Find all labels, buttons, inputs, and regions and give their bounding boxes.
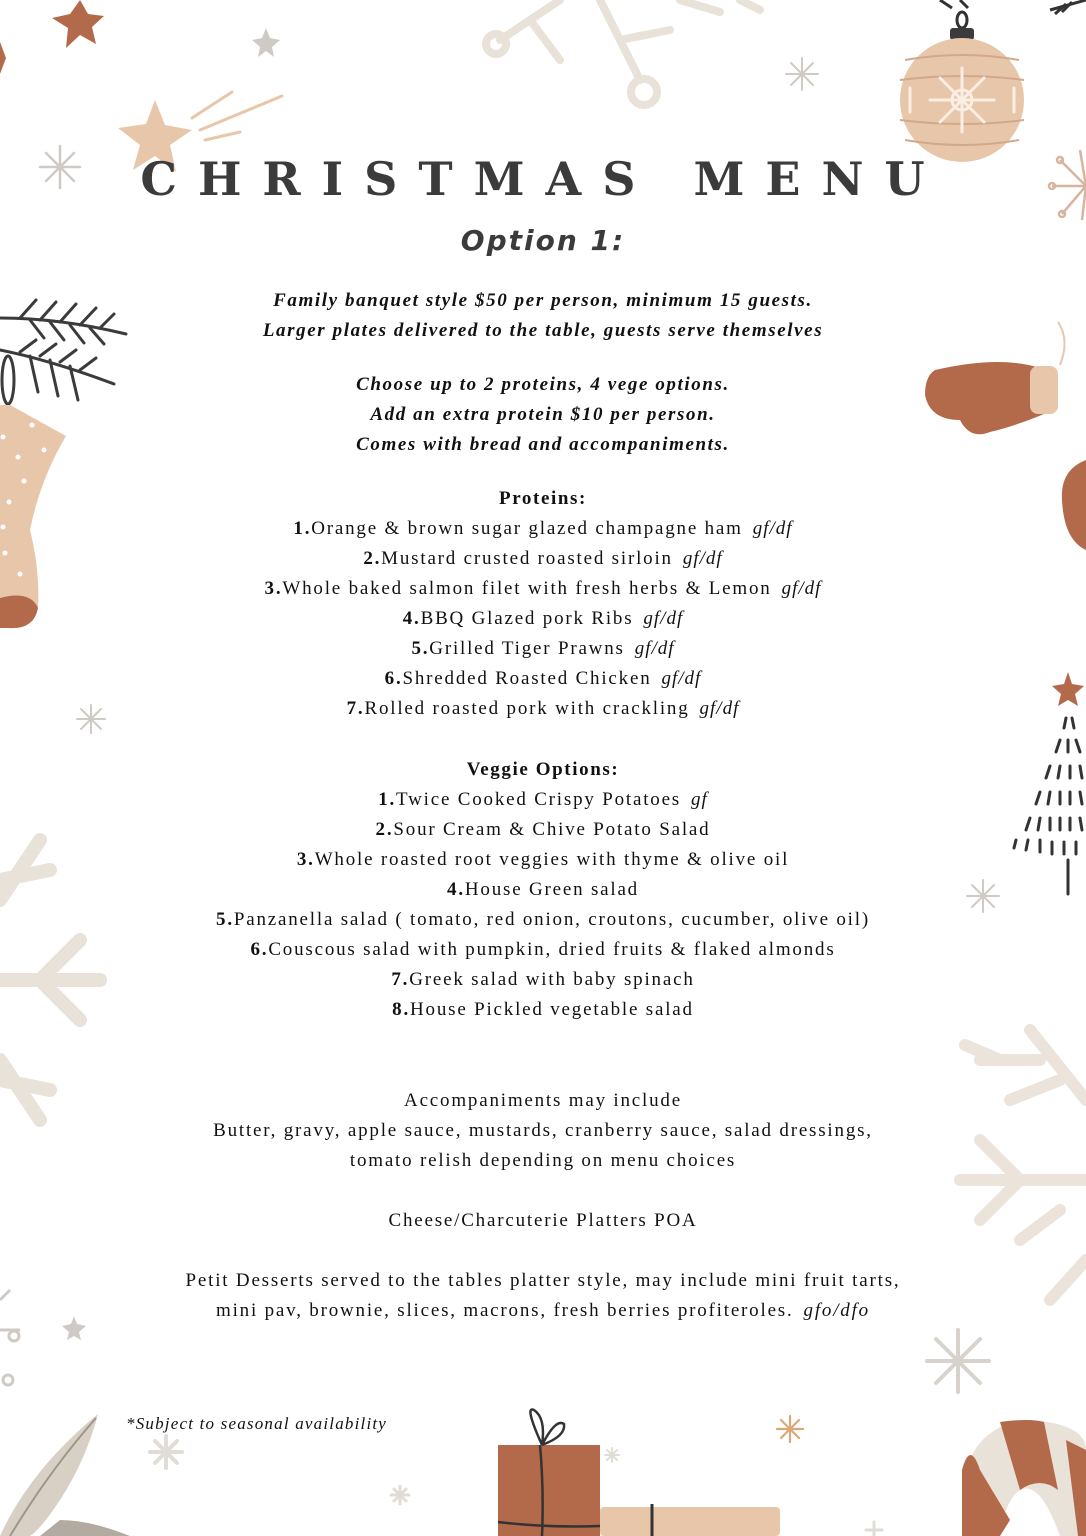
section-heading: Proteins:	[499, 488, 587, 509]
dietary-tag: gfo/dfo	[803, 1300, 870, 1321]
intro-line: Comes with bread and accompaniments.	[356, 434, 730, 455]
intro-line: Choose up to 2 proteins, 4 vege options.	[356, 374, 730, 395]
list-item: 6.Shredded Roasted Chicken gf/df	[384, 668, 702, 689]
list-item: 5.Panzanella salad ( tomato, red onion, croutons, cucumber, olive oil)	[216, 909, 870, 930]
platters-line: Cheese/Charcuterie Platters POA	[388, 1210, 698, 1231]
page-title: CHRISTMAS MENU	[140, 152, 946, 206]
list-item: 3.Whole baked salmon filet with fresh herbs & Lemon gf/df	[264, 578, 822, 599]
desserts-line: Petit Desserts served to the tables platter style, may include mini fruit tarts,	[185, 1270, 901, 1291]
list-item: 5.Grilled Tiger Prawns gf/df	[411, 638, 675, 659]
intro-pricing	[0, 286, 1086, 346]
list-item: 4.BBQ Glazed pork Ribs gf/df	[402, 608, 684, 629]
list-item: 7.Greek salad with baby spinach	[391, 969, 695, 990]
intro-line: Add an extra protein $10 per person.	[370, 404, 716, 425]
accompaniments-line: Butter, gravy, apple sauce, mustards, cranberry sauce, salad dressings,	[213, 1120, 873, 1141]
accompaniments-line: tomato relish depending on menu choices	[349, 1150, 737, 1171]
dietary-tag: gf	[691, 789, 708, 810]
list-item: 3.Whole roasted root veggies with thyme & olive oil	[296, 849, 790, 870]
list-item: 8.House Pickled vegetable salad	[392, 999, 694, 1020]
desserts-line: mini pav, brownie, slices, macrons, fresh berries profiteroles. gfo/dfo	[216, 1300, 870, 1321]
accompaniments-line: Accompaniments may include	[404, 1090, 682, 1111]
option-subtitle: Option 1:	[460, 224, 626, 257]
dietary-tag: gf/df	[699, 698, 740, 719]
section-heading: Veggie Options:	[466, 759, 620, 780]
list-item: 1.Twice Cooked Crispy Potatoes gf	[378, 789, 708, 810]
intro-choices	[0, 370, 1086, 460]
footnote: *Subject to seasonal availability	[126, 1414, 388, 1433]
list-item: 6.Couscous salad with pumpkin, dried fruits & flaked almonds	[250, 939, 836, 960]
intro-line: Family banquet style $50 per person, minimum 15 guests.	[273, 290, 813, 311]
dietary-tag: gf/df	[752, 518, 793, 539]
dietary-tag: gf/df	[682, 548, 723, 569]
list-item: 7.Rolled roasted pork with crackling gf/df	[346, 698, 740, 719]
dietary-tag: gf/df	[634, 638, 675, 659]
proteins-section	[0, 484, 1086, 724]
desserts-section	[0, 1266, 1086, 1326]
intro-line: Larger plates delivered to the table, guests serve themselves	[262, 320, 824, 341]
list-item: 2.Mustard crusted roasted sirloin gf/df	[363, 548, 723, 569]
list-item: 2.Sour Cream & Chive Potato Salad	[375, 819, 711, 840]
veggies-section	[0, 755, 1086, 1025]
accompaniments-section	[0, 1086, 1086, 1176]
dietary-tag: gf/df	[661, 668, 702, 689]
list-item: 1.Orange & brown sugar glazed champagne ham gf/df	[293, 518, 793, 539]
dietary-tag: gf/df	[643, 608, 684, 629]
list-item: 4.House Green salad	[447, 879, 639, 900]
dietary-tag: gf/df	[781, 578, 822, 599]
